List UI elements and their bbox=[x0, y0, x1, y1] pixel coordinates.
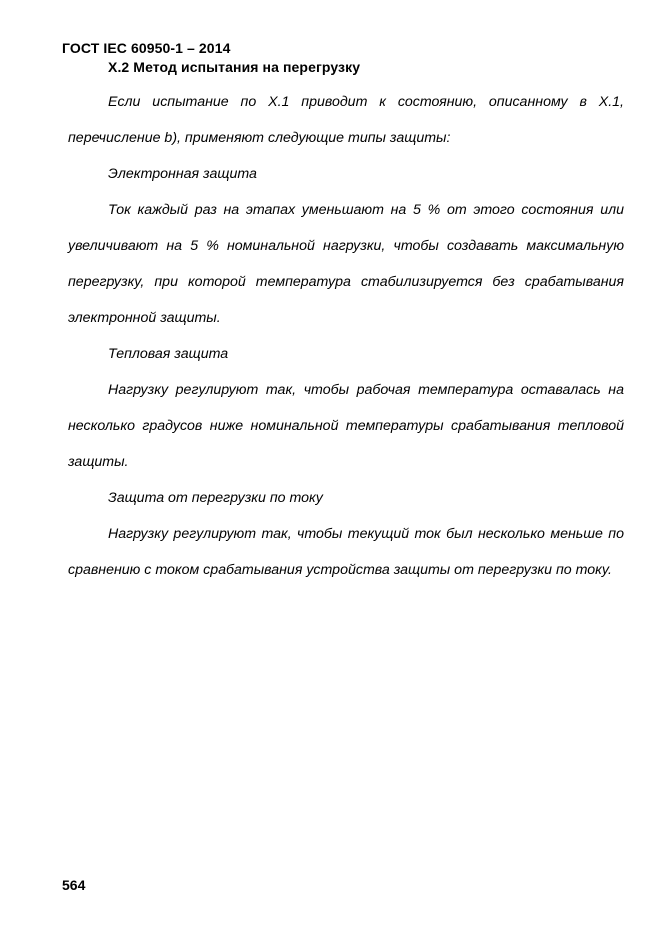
subheading-overcurrent-protection: Защита от перегрузки по току bbox=[108, 490, 323, 506]
thermal-protection-paragraph: Нагрузку регулируют так, чтобы рабочая температура оставалась на несколько градусов ниже номинальной температуры срабатывания тепловой защиты. bbox=[68, 382, 624, 470]
section-title: Х.2 Метод испытания на перегрузку bbox=[108, 59, 361, 75]
body-text bbox=[68, 84, 624, 588]
subheading-thermal-protection: Тепловая защита bbox=[108, 346, 229, 362]
intro-paragraph: Если испытание по Х.1 приводит к состоянию, описанному в Х.1, перечисление b), применяют следующие типы защиты: bbox=[68, 94, 624, 146]
electronic-protection-paragraph: Ток каждый раз на этапах уменьшают на 5 % от этого состояния или увеличивают на 5 % номинальной нагрузки, чтобы создавать максимальную перегрузку, при которой температура стабилизируется без срабатывания электронной защиты. bbox=[68, 202, 624, 326]
standard-code-header: ГОСТ IEC 60950-1 – 2014 bbox=[62, 40, 231, 56]
page-number: 564 bbox=[62, 877, 86, 893]
subheading-electronic-protection: Электронная защита bbox=[108, 166, 257, 182]
overcurrent-protection-paragraph: Нагрузку регулируют так, чтобы текущий ток был несколько меньше по сравнению с током срабатывания устройства защиты от перегрузки по току. bbox=[68, 526, 624, 578]
